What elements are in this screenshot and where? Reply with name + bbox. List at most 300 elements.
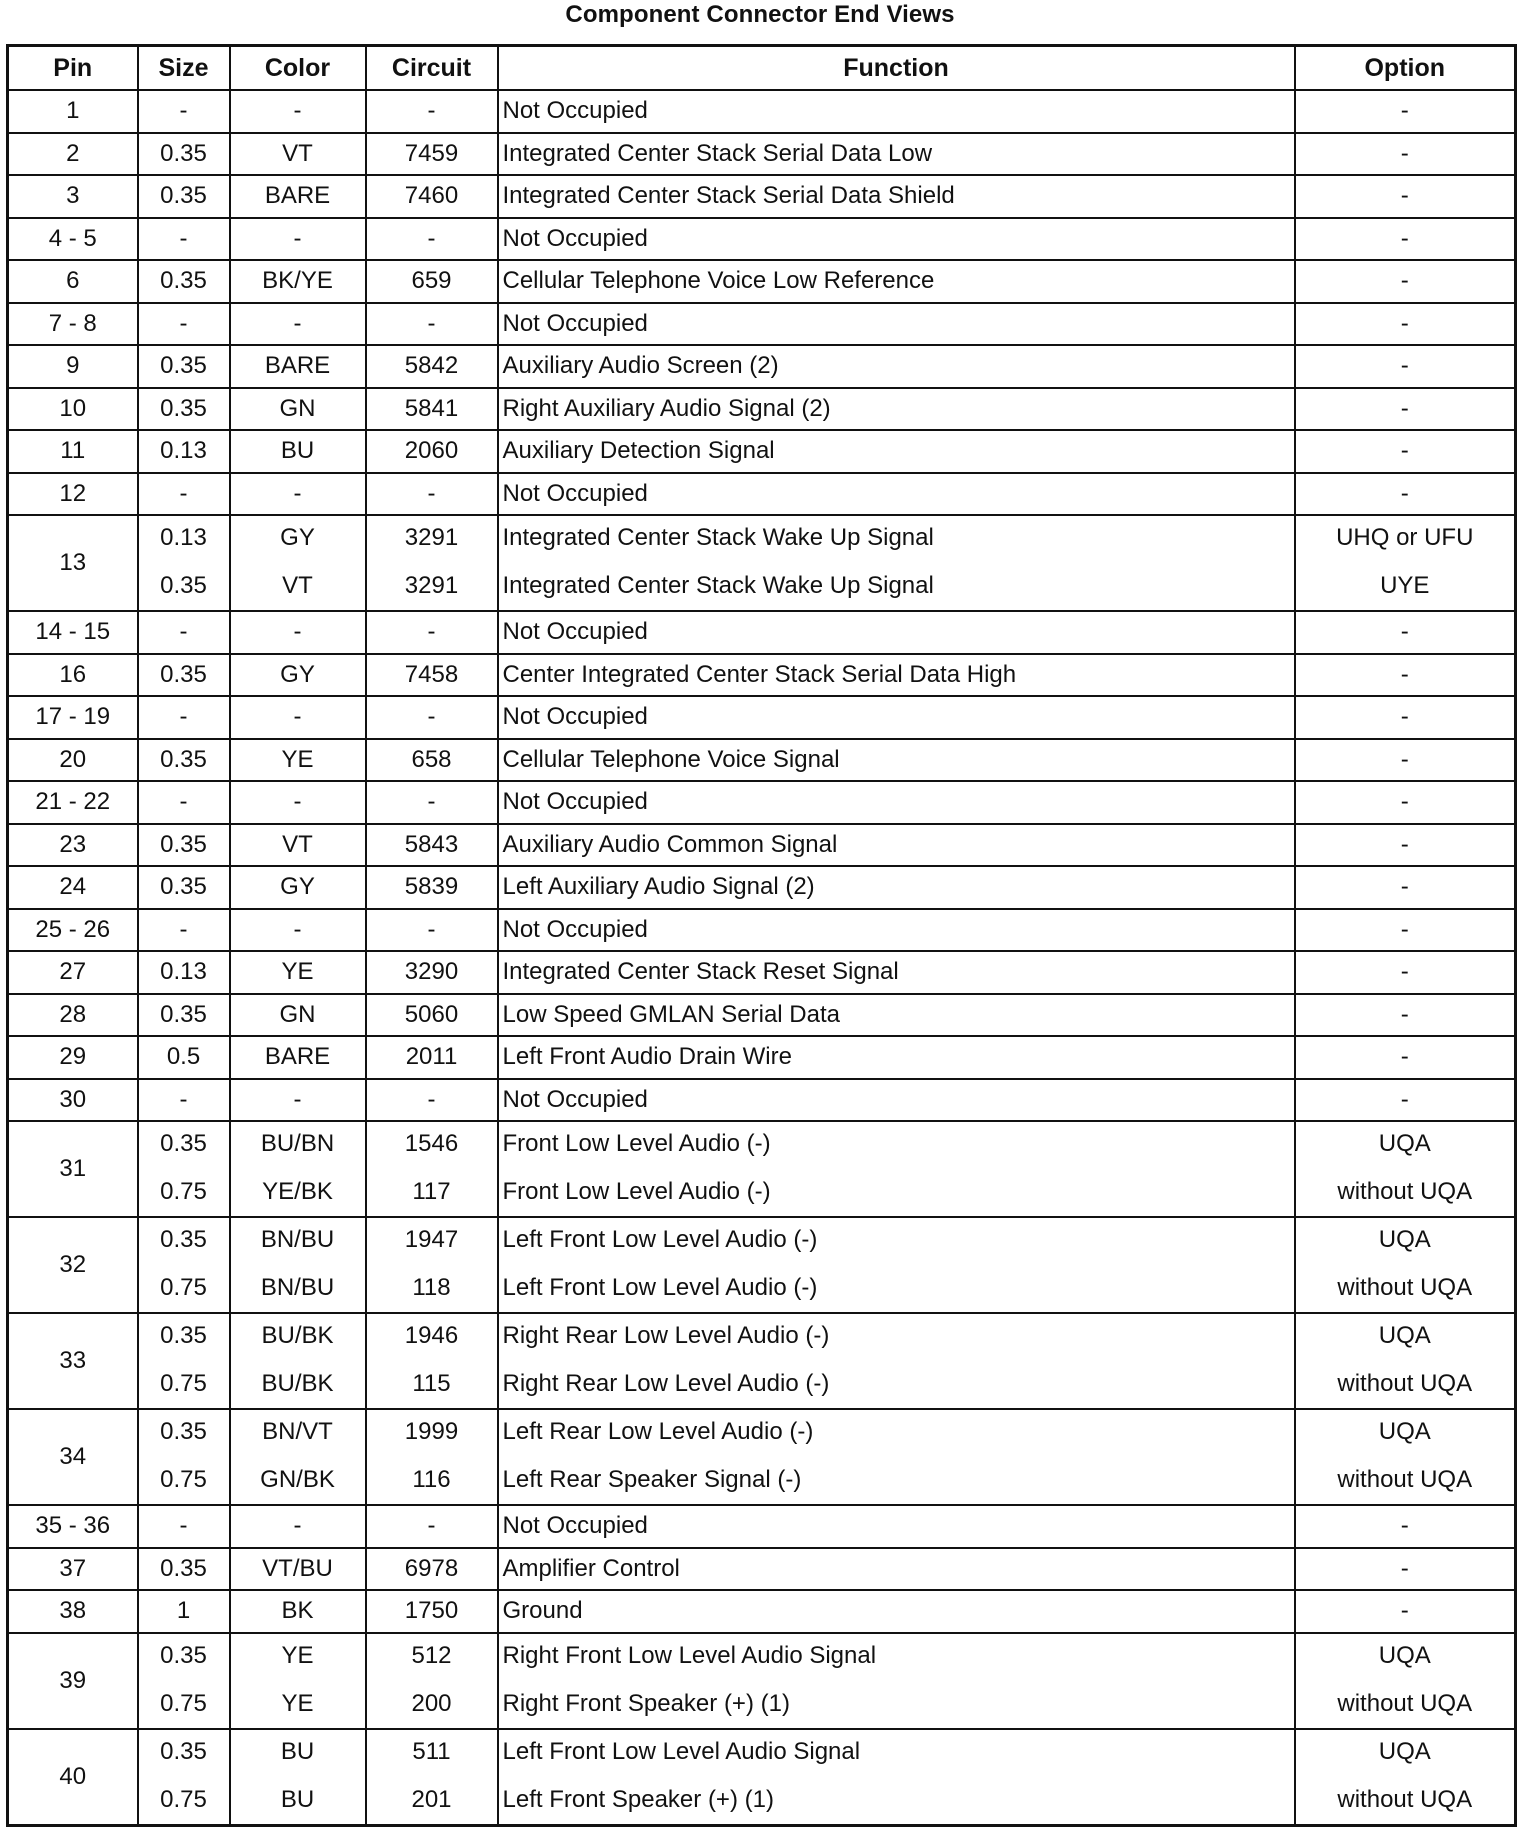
cell-function: Left Front Audio Drain Wire: [498, 1036, 1295, 1079]
cell-pin: 28: [8, 994, 138, 1037]
cell-option-stack: [1296, 1122, 1515, 1216]
cell-color: [230, 515, 366, 611]
table-row: [8, 696, 1516, 739]
cell-pin: 20: [8, 739, 138, 782]
cell-color: -: [230, 1079, 366, 1122]
cell-circuit-line: 117: [412, 1178, 451, 1205]
cell-option-stack: [1296, 1410, 1515, 1504]
table-row: [8, 1313, 1516, 1409]
cell-size-stack: [139, 1634, 229, 1728]
cell-pin: 1: [8, 90, 138, 133]
cell-circuit: -: [366, 303, 498, 346]
cell-circuit-stack: [367, 516, 497, 610]
cell-option-line: without UQA: [1337, 1178, 1473, 1205]
cell-color: YE: [230, 951, 366, 994]
cell-color: -: [230, 90, 366, 133]
cell-circuit: 2060: [366, 430, 498, 473]
cell-color: GN: [230, 994, 366, 1037]
cell-size: 0.35: [138, 345, 230, 388]
cell-color: VT/BU: [230, 1548, 366, 1591]
cell-circuit: -: [366, 611, 498, 654]
table-body: [8, 90, 1516, 1825]
cell-size-stack: [139, 516, 229, 610]
cell-function: Not Occupied: [498, 611, 1295, 654]
cell-color: [230, 1633, 366, 1729]
cell-function: Left Auxiliary Audio Signal (2): [498, 866, 1295, 909]
cell-option-line: UQA: [1378, 1130, 1431, 1157]
cell-pin: 10: [8, 388, 138, 431]
cell-option: [1295, 1217, 1516, 1313]
cell-color-line: GN/BK: [260, 1466, 335, 1493]
cell-size: 0.13: [138, 430, 230, 473]
table-row: [8, 1590, 1516, 1633]
document-title: Component Connector End Views: [565, 1, 955, 28]
cell-function-line: Left Front Low Level Audio Signal: [502, 1737, 861, 1765]
cell-circuit: 7460: [366, 175, 498, 218]
cell-option: -: [1295, 473, 1516, 516]
cell-pin: 37: [8, 1548, 138, 1591]
cell-circuit-line: 511: [412, 1737, 451, 1765]
cell-size-line: 0.35: [160, 572, 207, 599]
cell-function-line: Integrated Center Stack Wake Up Signal: [502, 524, 934, 551]
cell-circuit-stack: [367, 1634, 497, 1728]
cell-circuit: 6978: [366, 1548, 498, 1591]
cell-option: -: [1295, 696, 1516, 739]
cell-function-line: Right Rear Low Level Audio (-): [502, 1322, 830, 1349]
cell-circuit-line: 3291: [404, 572, 459, 599]
cell-pin: 17 - 19: [8, 696, 138, 739]
cell-size-line: 0.13: [160, 524, 207, 551]
cell-circuit: -: [366, 696, 498, 739]
cell-size: 0.35: [138, 994, 230, 1037]
cell-size: 1: [138, 1590, 230, 1633]
cell-option: -: [1295, 430, 1516, 473]
table-row: [8, 866, 1516, 909]
cell-color: -: [230, 909, 366, 952]
cell-circuit: 5843: [366, 824, 498, 867]
cell-size: 0.35: [138, 654, 230, 697]
cell-option-stack: [1296, 1314, 1515, 1408]
cell-size-line: 0.75: [160, 1370, 207, 1397]
cell-color-stack: [231, 516, 365, 610]
cell-option-line: UQA: [1378, 1737, 1431, 1765]
cell-circuit: [366, 1313, 498, 1409]
cell-size-stack: [139, 1218, 229, 1312]
cell-color: GY: [230, 654, 366, 697]
header-circuit: Circuit: [366, 46, 498, 91]
cell-function: Not Occupied: [498, 781, 1295, 824]
cell-color: [230, 1217, 366, 1313]
header-size: Size: [138, 46, 230, 91]
cell-circuit: 5841: [366, 388, 498, 431]
cell-color: [230, 1409, 366, 1505]
table-row: [8, 781, 1516, 824]
cell-function: Amplifier Control: [498, 1548, 1295, 1591]
cell-color: BK: [230, 1590, 366, 1633]
connector-pin-table: [6, 44, 1517, 1827]
cell-color: VT: [230, 133, 366, 176]
cell-circuit-line: 200: [411, 1689, 452, 1717]
cell-color-line: BU/BK: [261, 1370, 334, 1397]
cell-color-stack: [231, 1218, 365, 1312]
cell-size: 0.35: [138, 824, 230, 867]
cell-circuit-line: 3291: [404, 524, 459, 551]
cell-circuit-line: 201: [411, 1785, 452, 1813]
cell-color-line: BU: [280, 1737, 315, 1765]
table-row: [8, 218, 1516, 261]
cell-size: [138, 1313, 230, 1409]
cell-pin: 29: [8, 1036, 138, 1079]
cell-pin: 32: [8, 1217, 138, 1313]
cell-pin: 25 - 26: [8, 909, 138, 952]
cell-option: -: [1295, 611, 1516, 654]
cell-color: YE: [230, 739, 366, 782]
cell-size: -: [138, 611, 230, 654]
cell-option-line: UHQ or UFU: [1336, 524, 1474, 551]
cell-circuit: -: [366, 1505, 498, 1548]
cell-circuit-line: 1999: [404, 1418, 459, 1445]
cell-color-stack: [231, 1410, 365, 1504]
cell-option: -: [1295, 1548, 1516, 1591]
cell-pin: 12: [8, 473, 138, 516]
cell-pin: 33: [8, 1313, 138, 1409]
cell-circuit: 658: [366, 739, 498, 782]
cell-function: Low Speed GMLAN Serial Data: [498, 994, 1295, 1037]
table-row: [8, 1633, 1516, 1729]
cell-option: -: [1295, 175, 1516, 218]
cell-option-line: UQA: [1378, 1322, 1431, 1349]
cell-option: [1295, 1633, 1516, 1729]
cell-circuit: 7458: [366, 654, 498, 697]
cell-color-stack: [231, 1314, 365, 1408]
cell-size: 0.13: [138, 951, 230, 994]
cell-pin: 27: [8, 951, 138, 994]
cell-circuit-stack: [367, 1410, 497, 1504]
cell-color: -: [230, 218, 366, 261]
cell-option-stack: [1296, 1634, 1515, 1728]
cell-size-line: 0.35: [160, 1322, 207, 1349]
cell-size: -: [138, 1505, 230, 1548]
cell-function-line: Right Rear Low Level Audio (-): [502, 1370, 830, 1397]
cell-pin: 21 - 22: [8, 781, 138, 824]
cell-option-line: without UQA: [1337, 1466, 1473, 1493]
cell-size-stack: [139, 1314, 229, 1408]
cell-size: -: [138, 218, 230, 261]
cell-size: [138, 1633, 230, 1729]
cell-option: -: [1295, 388, 1516, 431]
cell-color: -: [230, 696, 366, 739]
cell-size: [138, 515, 230, 611]
cell-function-line: Left Rear Speaker Signal (-): [502, 1466, 802, 1493]
cell-size-stack: [139, 1122, 229, 1216]
cell-color-line: GY: [280, 524, 315, 551]
cell-option-line: UQA: [1378, 1418, 1431, 1445]
cell-size: -: [138, 473, 230, 516]
cell-option: [1295, 1409, 1516, 1505]
cell-circuit: [366, 1633, 498, 1729]
table-row: [8, 1036, 1516, 1079]
cell-circuit-stack: [367, 1218, 497, 1312]
cell-option: -: [1295, 909, 1516, 952]
cell-option-line: without UQA: [1337, 1274, 1473, 1301]
cell-function-stack: [503, 1218, 1294, 1312]
cell-option: -: [1295, 218, 1516, 261]
cell-size: 0.35: [138, 866, 230, 909]
cell-color: [230, 1313, 366, 1409]
cell-color-stack: [231, 1730, 365, 1824]
cell-function-stack: [503, 1410, 1294, 1504]
cell-size-line: 0.75: [160, 1178, 207, 1205]
table-row: [8, 1079, 1516, 1122]
cell-size-line: 0.35: [160, 1226, 207, 1253]
cell-pin: 11: [8, 430, 138, 473]
table-row: [8, 1505, 1516, 1548]
cell-color: GY: [230, 866, 366, 909]
cell-function-stack: [503, 1730, 1294, 1824]
cell-option: -: [1295, 260, 1516, 303]
cell-pin: 13: [8, 515, 138, 611]
cell-size: [138, 1409, 230, 1505]
cell-function-line: Integrated Center Stack Wake Up Signal: [502, 572, 934, 599]
cell-circuit: 5842: [366, 345, 498, 388]
cell-function: [498, 1409, 1295, 1505]
cell-option: [1295, 1313, 1516, 1409]
cell-circuit: -: [366, 781, 498, 824]
table-row: [8, 90, 1516, 133]
cell-size-stack: [139, 1410, 229, 1504]
cell-circuit-stack: [367, 1730, 497, 1824]
cell-function-stack: [503, 1122, 1294, 1216]
table-row: [8, 473, 1516, 516]
header-option: Option: [1295, 46, 1516, 91]
cell-color: -: [230, 303, 366, 346]
cell-color-line: BN/VT: [262, 1418, 333, 1445]
cell-size: 0.35: [138, 175, 230, 218]
cell-function: Not Occupied: [498, 1079, 1295, 1122]
cell-circuit-stack: [367, 1314, 497, 1408]
cell-function-line: Right Front Speaker (+) (1): [502, 1689, 790, 1717]
table-row: [8, 175, 1516, 218]
cell-color-line: YE/BK: [262, 1178, 333, 1205]
cell-color: BARE: [230, 345, 366, 388]
cell-size: [138, 1217, 230, 1313]
cell-size: -: [138, 781, 230, 824]
cell-color-line: YE: [281, 1689, 314, 1717]
table-row: [8, 739, 1516, 782]
cell-function: Integrated Center Stack Serial Data Shield: [498, 175, 1295, 218]
cell-function: Integrated Center Stack Serial Data Low: [498, 133, 1295, 176]
cell-option-stack: [1296, 1218, 1515, 1312]
cell-circuit: 7459: [366, 133, 498, 176]
cell-option: -: [1295, 90, 1516, 133]
header-row: [8, 46, 1516, 91]
cell-option: -: [1295, 345, 1516, 388]
cell-function-line: Left Front Low Level Audio (-): [502, 1274, 818, 1301]
cell-color-line: BU/BN: [260, 1130, 335, 1157]
cell-function: Not Occupied: [498, 473, 1295, 516]
cell-size-line: 0.35: [160, 1130, 207, 1157]
table-row: [8, 133, 1516, 176]
cell-color-line: YE: [281, 1641, 314, 1669]
cell-pin: 34: [8, 1409, 138, 1505]
cell-circuit-stack: [367, 1122, 497, 1216]
cell-size: 0.35: [138, 133, 230, 176]
cell-option: -: [1295, 1036, 1516, 1079]
cell-color-stack: [231, 1634, 365, 1728]
cell-size: 0.35: [138, 739, 230, 782]
cell-function-stack: [503, 516, 1294, 610]
cell-function-line: Left Front Speaker (+) (1): [502, 1785, 774, 1813]
cell-circuit-line: 1946: [404, 1322, 459, 1349]
cell-circuit-line: 118: [412, 1274, 451, 1301]
table-row: [8, 345, 1516, 388]
cell-function: Integrated Center Stack Reset Signal: [498, 951, 1295, 994]
cell-circuit-line: 1546: [404, 1130, 459, 1157]
header-function: Function: [498, 46, 1295, 91]
cell-function: [498, 1217, 1295, 1313]
cell-circuit: [366, 1409, 498, 1505]
cell-option-stack: [1296, 516, 1515, 610]
cell-size-line: 0.75: [160, 1274, 207, 1301]
cell-function: Not Occupied: [498, 303, 1295, 346]
cell-option: [1295, 1121, 1516, 1217]
cell-function: Auxiliary Audio Common Signal: [498, 824, 1295, 867]
cell-circuit: 2011: [366, 1036, 498, 1079]
table-row: [8, 909, 1516, 952]
cell-function: Not Occupied: [498, 1505, 1295, 1548]
cell-option: -: [1295, 866, 1516, 909]
cell-circuit: -: [366, 1079, 498, 1122]
cell-size: -: [138, 909, 230, 952]
cell-size: 0.35: [138, 388, 230, 431]
table-row: [8, 994, 1516, 1037]
cell-pin: 6: [8, 260, 138, 303]
cell-function-line: Left Front Low Level Audio (-): [502, 1226, 818, 1253]
cell-circuit: [366, 515, 498, 611]
cell-option: -: [1295, 133, 1516, 176]
cell-size-line: 0.75: [160, 1689, 207, 1717]
cell-pin: 35 - 36: [8, 1505, 138, 1548]
cell-function: [498, 1121, 1295, 1217]
cell-circuit: [366, 1217, 498, 1313]
cell-option: -: [1295, 303, 1516, 346]
cell-option: -: [1295, 781, 1516, 824]
cell-pin: 39: [8, 1633, 138, 1729]
cell-size: -: [138, 90, 230, 133]
cell-option-line: without UQA: [1337, 1785, 1473, 1813]
cell-color-line: BU: [280, 1785, 315, 1813]
cell-function-line: Front Low Level Audio (-): [502, 1130, 771, 1157]
cell-circuit: 1750: [366, 1590, 498, 1633]
cell-color-stack: [231, 1122, 365, 1216]
cell-color: BARE: [230, 1036, 366, 1079]
cell-function: [498, 1313, 1295, 1409]
cell-function: Auxiliary Detection Signal: [498, 430, 1295, 473]
cell-size-line: 0.35: [160, 1737, 207, 1765]
cell-circuit: -: [366, 473, 498, 516]
table-row: [8, 1217, 1516, 1313]
cell-option: -: [1295, 1079, 1516, 1122]
cell-circuit: 3290: [366, 951, 498, 994]
cell-color: BK/YE: [230, 260, 366, 303]
cell-option: [1295, 1729, 1516, 1826]
cell-pin: 9: [8, 345, 138, 388]
cell-pin: 7 - 8: [8, 303, 138, 346]
cell-option-line: without UQA: [1337, 1689, 1473, 1717]
cell-option: -: [1295, 1505, 1516, 1548]
table-row: [8, 611, 1516, 654]
cell-color: -: [230, 781, 366, 824]
table-row: [8, 654, 1516, 697]
cell-circuit: 5839: [366, 866, 498, 909]
cell-function: Not Occupied: [498, 90, 1295, 133]
cell-function: Center Integrated Center Stack Serial Data High: [498, 654, 1295, 697]
cell-color-line: BN/BU: [260, 1226, 335, 1253]
cell-function: Not Occupied: [498, 696, 1295, 739]
cell-color: GN: [230, 388, 366, 431]
cell-size: 0.35: [138, 1548, 230, 1591]
table-row: [8, 1729, 1516, 1826]
cell-circuit-line: 512: [411, 1641, 452, 1669]
cell-circuit-line: 115: [412, 1370, 451, 1397]
cell-color: BARE: [230, 175, 366, 218]
cell-function-line: Right Front Low Level Audio Signal: [502, 1641, 877, 1669]
cell-color-line: VT: [282, 572, 313, 599]
cell-size: -: [138, 1079, 230, 1122]
cell-pin: 31: [8, 1121, 138, 1217]
cell-function: [498, 1633, 1295, 1729]
table-row: [8, 824, 1516, 867]
cell-size-line: 0.75: [160, 1466, 207, 1493]
cell-function: Auxiliary Audio Screen (2): [498, 345, 1295, 388]
cell-circuit-line: 1947: [404, 1226, 459, 1253]
table-row: [8, 1121, 1516, 1217]
table-row: [8, 430, 1516, 473]
cell-function: Ground: [498, 1590, 1295, 1633]
cell-color: VT: [230, 824, 366, 867]
table-row: [8, 260, 1516, 303]
cell-option: -: [1295, 824, 1516, 867]
cell-size: -: [138, 303, 230, 346]
cell-size-line: 0.35: [160, 1418, 207, 1445]
cell-circuit: 5060: [366, 994, 498, 1037]
cell-option: [1295, 515, 1516, 611]
cell-size: 0.5: [138, 1036, 230, 1079]
cell-size-line: 0.75: [160, 1785, 207, 1813]
header-color: Color: [230, 46, 366, 91]
cell-option-line: without UQA: [1337, 1370, 1473, 1397]
table-row: [8, 515, 1516, 611]
cell-option: -: [1295, 739, 1516, 782]
cell-color: -: [230, 1505, 366, 1548]
cell-option: -: [1295, 1590, 1516, 1633]
cell-circuit: -: [366, 218, 498, 261]
cell-circuit: -: [366, 909, 498, 952]
cell-pin: 40: [8, 1729, 138, 1826]
cell-circuit: [366, 1729, 498, 1826]
cell-circuit: -: [366, 90, 498, 133]
cell-color: -: [230, 611, 366, 654]
cell-size-line: 0.35: [160, 1641, 207, 1669]
table-row: [8, 1548, 1516, 1591]
table-row: [8, 303, 1516, 346]
cell-circuit-line: 116: [412, 1466, 451, 1493]
cell-function-line: Left Rear Low Level Audio (-): [502, 1418, 814, 1445]
cell-option-stack: [1296, 1730, 1515, 1824]
cell-function: Right Auxiliary Audio Signal (2): [498, 388, 1295, 431]
cell-color: [230, 1121, 366, 1217]
cell-function: Not Occupied: [498, 909, 1295, 952]
